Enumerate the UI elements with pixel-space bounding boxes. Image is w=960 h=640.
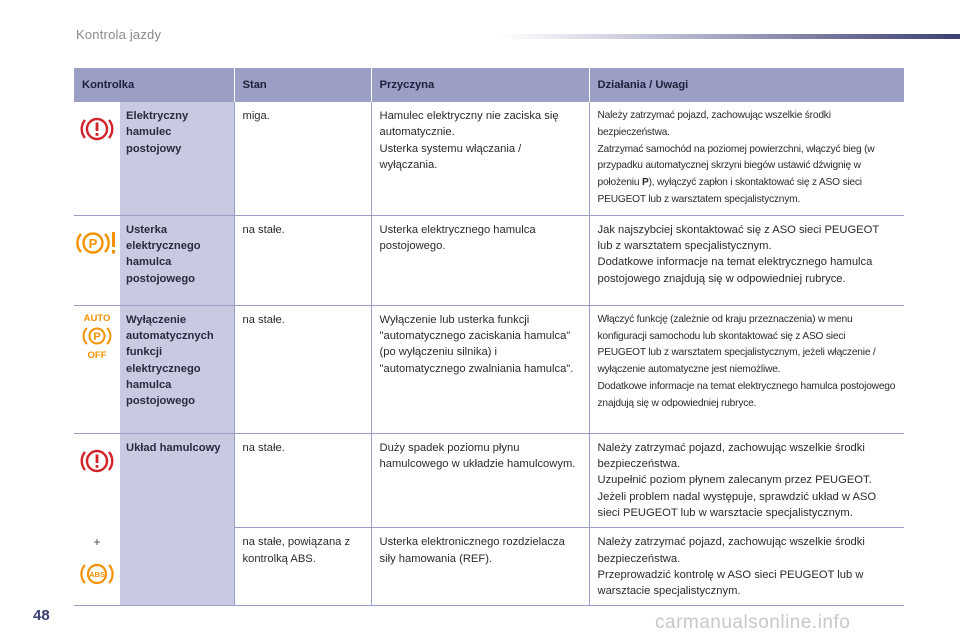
svg-text:OFF: OFF	[87, 349, 107, 360]
cause-cell: Hamulec elektryczny nie zaciska się automatycznie. Usterka systemu włączania / wyłączania.	[371, 102, 589, 215]
svg-text:P: P	[88, 235, 98, 251]
parking-brake-fault-icon	[74, 228, 120, 258]
action-cell: Należy zatrzymać pojazd, zachowując wszelkie środki bezpieczeństwa. Uzupełnić poziom płynem zalecanym przez PEUGEOT. Jeżeli problem nadal występuje, sprawdzić układ w ASO sieci PEUGEOT lub w warsztacie specjalistycznym.	[589, 433, 904, 527]
column-header-kontrolka: Kontrolka	[74, 68, 234, 102]
warning-lights-table	[74, 68, 904, 606]
header-gradient-bar	[500, 34, 960, 39]
warning-light-name: Wyłączenie automatycznych funkcji elektrycznego hamulca postojowego	[120, 305, 234, 433]
page-section-title: Kontrola jazdy	[76, 27, 162, 42]
warning-light-name: Elektryczny hamulec postojowy	[120, 102, 234, 215]
svg-text:P: P	[93, 330, 101, 343]
warning-light-name: Usterka elektrycznego hamulca postojowego	[120, 215, 234, 305]
brake-warning-icon	[79, 114, 115, 144]
table-row	[74, 305, 904, 433]
table-row	[74, 215, 904, 305]
action-cell: Włączyć funkcję (zależnie od kraju przeznaczenia) w menu konfiguracji samochodu lub skontaktować się z ASO sieci PEUGEOT lub z warsztatem specjalistycznym, jeżeli włączenie / wyłączenie automatyczne jest niemożliwe. Dodatkowe informacje na temat elektrycznego hamulca postojowego znajdują się w odpowiedniej rubryce.	[589, 305, 904, 433]
state-cell: na stałe.	[234, 433, 371, 527]
action-cell: Należy zatrzymać pojazd, zachowując wszelkie środki bezpieczeństwa. Przeprowadzić kontrolę w ASO sieci PEUGEOT lub w warsztacie specjalistycznym.	[589, 528, 904, 606]
state-cell: miga.	[234, 102, 371, 215]
cause-cell: Usterka elektrycznego hamulca postojowego.	[371, 215, 589, 305]
action-cell: Należy zatrzymać pojazd, zachowując wszelkie środki bezpieczeństwa. Zatrzymać samochód na poziomej powierzchni, włączyć bieg (w przypadku automatycznej skrzyni biegów ustawić dźwignię w położeniu P), wyłączyć zapłon i skontaktować się z ASO sieci PEUGEOT lub z warsztatem specjalistycznym.	[589, 102, 904, 215]
warning-light-name: Układ hamulcowy	[120, 433, 234, 606]
column-header-dzialania: Działania / Uwagi	[589, 68, 904, 102]
state-cell: na stałe.	[234, 305, 371, 433]
action-cell: Jak najszybciej skontaktować się z ASO sieci PEUGEOT lub z warsztatem specjalistycznym. Dodatkowe informacje na temat elektrycznego hamulca postojowego znajdują się w odpowiedniej rubryce.	[589, 215, 904, 305]
state-cell: na stałe, powiązana z kontrolką ABS.	[234, 528, 371, 606]
table-header-row	[74, 68, 904, 102]
abs-warning-icon	[79, 560, 115, 588]
cause-cell: Duży spadek poziomu płynu hamulcowego w układzie hamulcowym.	[371, 433, 589, 527]
watermark: carmanualsonline.info	[655, 612, 851, 633]
auto-parking-brake-off-icon	[80, 312, 114, 360]
page-number: 48	[33, 607, 50, 624]
svg-text:AUTO: AUTO	[83, 312, 111, 324]
column-header-przyczyna: Przyczyna	[371, 68, 589, 102]
cause-cell: Usterka elektronicznego rozdzielacza siły hamowania (REF).	[371, 528, 589, 606]
plus-sign: +	[93, 534, 101, 549]
table-row	[74, 102, 904, 215]
svg-text:ABS: ABS	[89, 570, 105, 580]
table-row	[74, 433, 904, 527]
state-cell: na stałe.	[234, 215, 371, 305]
column-header-stan: Stan	[234, 68, 371, 102]
cause-cell: Wyłączenie lub usterka funkcji "automatycznego zaciskania hamulca" (po wyłączeniu silnika) i "automatycznego zwalniania hamulca".	[371, 305, 589, 433]
brake-warning-icon	[79, 446, 115, 476]
